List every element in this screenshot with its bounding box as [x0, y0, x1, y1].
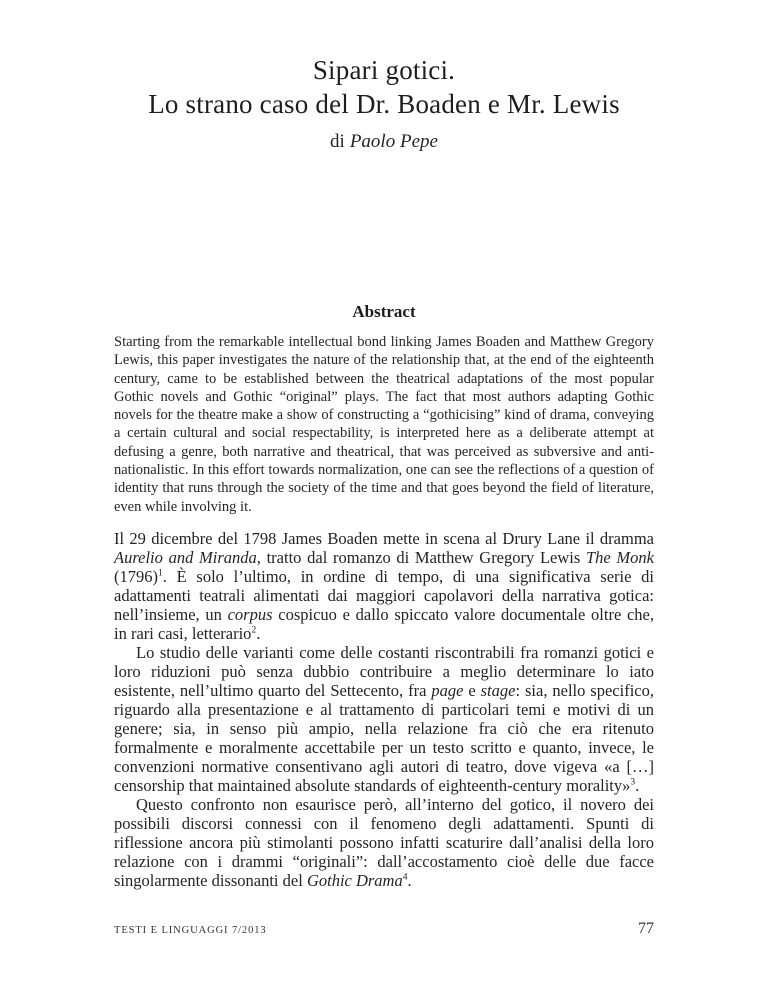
article-body [114, 529, 654, 890]
byline-prefix: di [330, 131, 345, 152]
page-number: 77 [638, 920, 654, 937]
journal-name: TESTI E LINGUAGGI 7/2013 [114, 925, 267, 936]
abstract-text: Starting from the remarkable intellectual bond linking James Boaden and Matthew Gregory Lewis, this paper investigates the nature of the relationship that, at the end of the eighteenth century, came to be established between the theatrical adaptations of the most popular Gothic novels and Gothic “original” plays. The fact that most authors adapting Gothic novels for the theatre make a show of constructing a “gothicising” kind of drama, conveying a certain cultural and social respectability, is interpreted here as a deliberate attempt at defusing a genre, both narrative and theatrical, that was perceived as subversive and anti-nationalistic. In this effort towards normalization, one can see the reflections of a question of identity that runs through the society of the time and that goes beyond the field of literature, even while involving it. [114, 334, 654, 515]
body-paragraph: Il 29 dicembre del 1798 James Boaden mette in scena al Drury Lane il dramma Aurelio and Miranda, tratto dal romanzo di Matthew Gregory Lewis The Monk $(1796)^1$. È solo l’ultimo, in ordine di tempo, di una significativa serie di adattamenti teatrali alimentati dai maggiori capolavori della narrativa gotica: nell’insieme, un corpus cospicuo e dallo spiccato valore documentale oltre che, in rari casi, letterario$^2$. [114, 529, 655, 643]
abstract-section [114, 302, 654, 516]
article-title [114, 53, 654, 154]
abstract-heading: Abstract [352, 302, 416, 321]
body-paragraph: Questo confronto non esaurisce però, all’interno del gotico, il novero dei possibili discorsi connessi con il fenomeno degli adattamenti. Spunti di riflessione ancora più stimolanti possono infatti scaturire dall’analisi della loro relazione con i drammi “originali”: dall’accostamento cioè delle due facce singolarmente dissonanti del Gothic Drama$^4$. [114, 795, 654, 890]
body-paragraph: Lo studio delle varianti come delle costanti riscontrabili fra romanzi gotici e loro riduzioni può senza dubbio contribuire a meglio determinare lo iato esistente, nell’ultimo quarto del Settecento, fra page e stage: sia, nello specifico, riguardo alla presentazione e al trattamento di particolari temi e motivi di un genere; sia, in senso più ampio, nella relazione fra ciò che era ritenuto formalmente e moralmente accettabile per un testo scritto e quanto, invece, le convenzioni normative consentivano agli autori di teatro, dove vigeva «a […] censorship that maintained absolute standards of eighteenth-century morality»$^3$. [114, 643, 654, 795]
byline-author: Paolo Pepe [349, 131, 438, 152]
byline [114, 130, 654, 154]
title-line-1: Sipari gotici. [312, 55, 456, 85]
page-footer [114, 920, 654, 938]
title-line-2: Lo strano caso del Dr. Boaden e Mr. Lewis [148, 89, 620, 119]
